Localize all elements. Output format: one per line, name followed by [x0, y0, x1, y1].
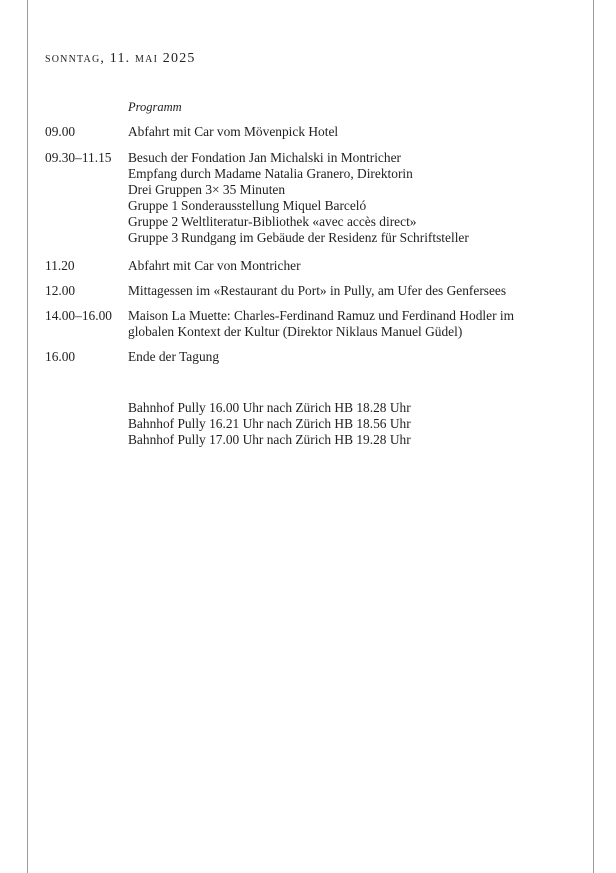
programm-label: Programm [128, 100, 182, 114]
page-left-border [27, 0, 28, 873]
schedule-time: 12.00 [45, 283, 76, 298]
schedule-text: Mittagessen im «Restaurant du Port» in Pully, am Ufer des Genfersees [128, 283, 507, 298]
group-label: Gruppe 2 [128, 214, 179, 229]
schedule-text: Ende der Tagung [128, 349, 220, 364]
group-text: Weltliteratur-Bibliothek «avec accès direct» [181, 214, 417, 229]
train-connection: Bahnhof Pully 16.21 Uhr nach Zürich HB 18.56 Uhr [128, 416, 411, 431]
schedule-text: globalen Kontext der Kultur (Direktor Niklaus Manuel Güdel) [128, 324, 463, 339]
group-item [128, 198, 366, 214]
group-text: Rundgang im Gebäude der Residenz für Schriftsteller [181, 230, 469, 245]
group-label: Gruppe 1 [128, 198, 179, 213]
schedule-text: Empfang durch Madame Natalia Granero, Direktorin [128, 166, 413, 181]
schedule-time: 11.20 [45, 258, 75, 273]
page-right-border [593, 0, 594, 873]
schedule-time: 09.00 [45, 124, 76, 139]
group-label: Gruppe 3 [128, 230, 179, 245]
schedule-time: 09.30–11.15 [45, 150, 112, 165]
day-heading: sonntag, 11. mai 2025 [45, 51, 196, 66]
schedule-text: Besuch der Fondation Jan Michalski in Montricher [128, 150, 401, 165]
train-connection: Bahnhof Pully 16.00 Uhr nach Zürich HB 18.28 Uhr [128, 400, 411, 415]
schedule-text: Abfahrt mit Car von Montricher [128, 258, 301, 273]
group-item [128, 214, 417, 230]
schedule-text: Drei Gruppen 3× 35 Minuten [128, 182, 286, 197]
train-connection: Bahnhof Pully 17.00 Uhr nach Zürich HB 19.28 Uhr [128, 432, 411, 447]
group-text: Sonderausstellung Miquel Barceló [181, 198, 367, 213]
schedule-text: Abfahrt mit Car vom Mövenpick Hotel [128, 124, 339, 139]
schedule-time: 14.00–16.00 [45, 308, 112, 323]
schedule-text: Maison La Muette: Charles-Ferdinand Ramuz und Ferdinand Hodler im [128, 308, 515, 323]
schedule-time: 16.00 [45, 349, 76, 364]
group-item [128, 230, 469, 246]
